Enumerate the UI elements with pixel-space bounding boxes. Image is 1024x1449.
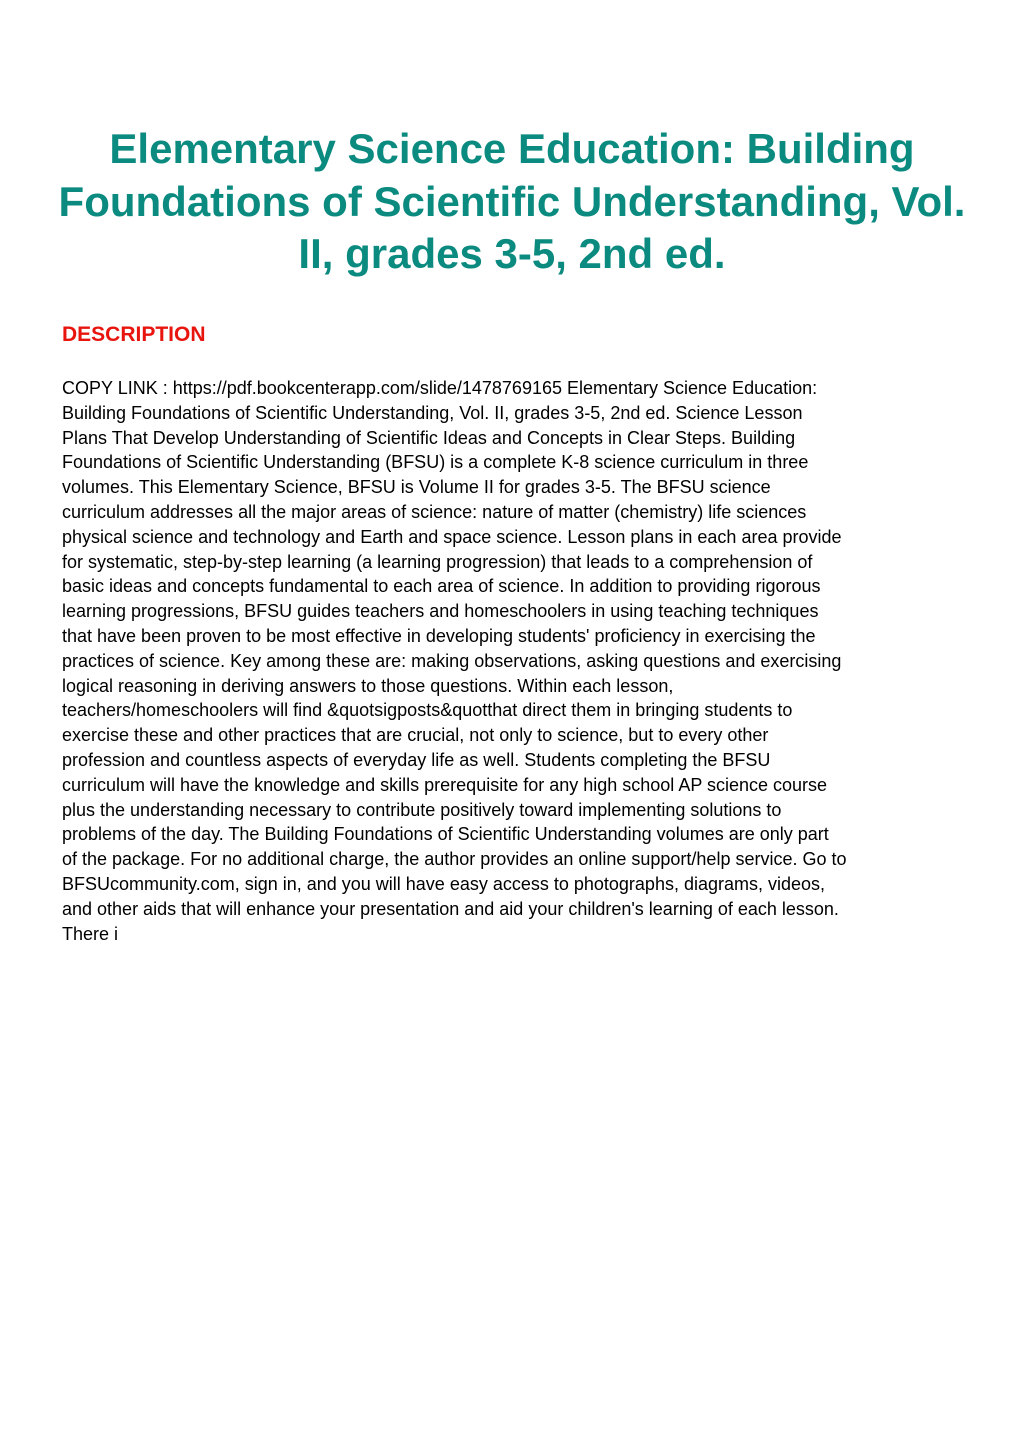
description-line: basic ideas and concepts fundamental to each area of science. In addition to providing rigorous (62, 576, 821, 597)
description-line: of the package. For no additional charge, the author provides an online support/help service. Go to (62, 849, 847, 870)
title-line: Foundations of Scientific Understanding, Vol. (58, 177, 966, 225)
description-line: exercise these and other practices that are crucial, not only to science, but to every other (62, 725, 769, 746)
description-line: COPY LINK : https://pdf.bookcenterapp.com/slide/1478769165 Elementary Science Education: (62, 378, 818, 398)
title-line: Elementary Science Education: Building (109, 125, 915, 172)
description-line: practices of science. Key among these are: making observations, asking questions and exercising (62, 650, 842, 671)
description-line: Plans That Develop Understanding of Scientific Ideas and Concepts in Clear Steps. Building (62, 427, 796, 448)
description-line: and other aids that will enhance your presentation and aid your children's learning of each lesson. (62, 898, 839, 919)
description-line: that have been proven to be most effective in developing students' proficiency in exercising the (62, 625, 816, 646)
description-line: curriculum addresses all the major areas of science: nature of matter (chemistry) life sciences (62, 501, 807, 522)
description-line: learning progressions, BFSU guides teachers and homeschoolers in using teaching techniques (62, 601, 819, 622)
description-line: teachers/homeschoolers will find &quotsigposts&quotthat direct them in bringing students to (62, 700, 793, 721)
description-line: problems of the day. The Building Foundations of Scientific Understanding volumes are only part (62, 824, 829, 845)
description-line: physical science and technology and Earth and space science. Lesson plans in each area provide (62, 526, 842, 547)
description-line: There i (62, 923, 119, 944)
description-line: logical reasoning in deriving answers to those questions. Within each lesson, (62, 675, 674, 696)
description-line: for systematic, step-by-step learning (a learning progression) that leads to a comprehension of (62, 551, 813, 572)
description-line: volumes. This Elementary Science, BFSU is Volume II for grades 3-5. The BFSU science (62, 477, 771, 498)
description-line: curriculum will have the knowledge and skills prerequisite for any high school AP science course (62, 774, 828, 795)
description-line: BFSUcommunity.com, sign in, and you will have easy access to photographs, diagrams, videos, (62, 873, 826, 894)
description-line: Building Foundations of Scientific Understanding, Vol. II, grades 3-5, 2nd ed. Science Lesson (62, 402, 803, 423)
document-title (40, 123, 984, 281)
description-line: profession and countless aspects of everyday life as well. Students completing the BFSU (62, 749, 771, 770)
description-line: plus the understanding necessary to contribute positively toward implementing solutions to (62, 799, 782, 820)
title-line: II, grades 3-5, 2nd ed. (298, 230, 726, 277)
description-line: Foundations of Scientific Understanding (BFSU) is a complete K-8 science curriculum in three (62, 452, 809, 473)
description-body (62, 376, 982, 946)
description-heading: DESCRIPTION (62, 323, 206, 346)
